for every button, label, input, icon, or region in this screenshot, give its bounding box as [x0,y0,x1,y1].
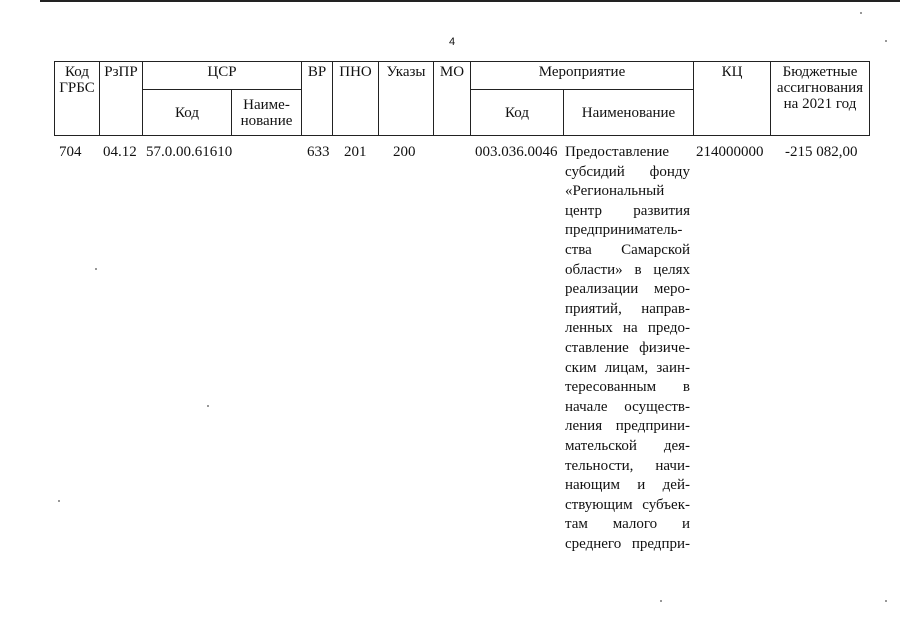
description-line: ставление физиче- [565,339,690,356]
description-line: среднего предпри- [565,535,690,552]
cell-rzpr: 04.12 [103,144,137,160]
description-line: реализации меро- [565,281,690,298]
description-line: субсидий фонду [565,163,690,180]
header-meropriyatie: Мероприятие [471,62,694,90]
top-border-line [40,0,900,2]
header-csr: ЦСР [143,62,302,90]
description-line: ства Самарской [565,241,690,258]
header-rzpr: РзПР [100,62,143,136]
description-line: Предоставление [565,144,670,160]
description-line: «Региональный [565,183,665,200]
cell-budget: -215 082,00 [785,144,858,160]
cell-mer-name [565,143,690,554]
header-mo: МО [434,62,471,136]
description-line: ствующим субъек- [565,496,690,513]
page-number: 4 [448,36,456,48]
header-kod-grbs: Код ГРБС [55,62,100,136]
description-line: области» в целях [565,261,690,278]
description-line: тересованным в [565,379,690,396]
cell-ukazy: 200 [393,144,416,160]
header-csr-kod: Код [143,90,232,136]
description-line: центр развития [565,202,690,219]
cell-mer-kod: 003.036.0046 [475,144,558,160]
cell-kod-grbs: 704 [59,144,82,160]
header-kc: КЦ [694,62,771,136]
table-header [54,61,870,136]
description-line: там малого и [565,516,690,533]
cell-kc: 214000000 [696,144,764,160]
description-line: мательской дея- [565,437,690,454]
description-line: приятий, направ- [565,300,690,317]
description-line: ления предприни- [565,418,690,435]
description-line: начале осуществ- [565,398,690,415]
header-mer-kod: Код [471,90,564,136]
cell-csr-kod: 57.0.00.61610 [146,144,233,160]
header-ukazy: Указы [379,62,434,136]
cell-pno: 201 [344,144,367,160]
cell-vr: 633 [307,144,330,160]
description-line: нающим и дей- [565,477,690,494]
header-vr: ВР [302,62,333,136]
description-line: ленных на предо- [565,320,690,337]
header-pno: ПНО [333,62,379,136]
header-mer-name: Наименование [564,90,694,136]
description-line: тельности, начи- [565,457,690,474]
header-budget: Бюджетные ассигнования на 2021 год [771,62,870,136]
description-line: ским лицам, заин- [565,359,690,376]
header-csr-name: Наиме- нование [232,90,302,136]
description-line: предприниматель- [565,222,683,239]
